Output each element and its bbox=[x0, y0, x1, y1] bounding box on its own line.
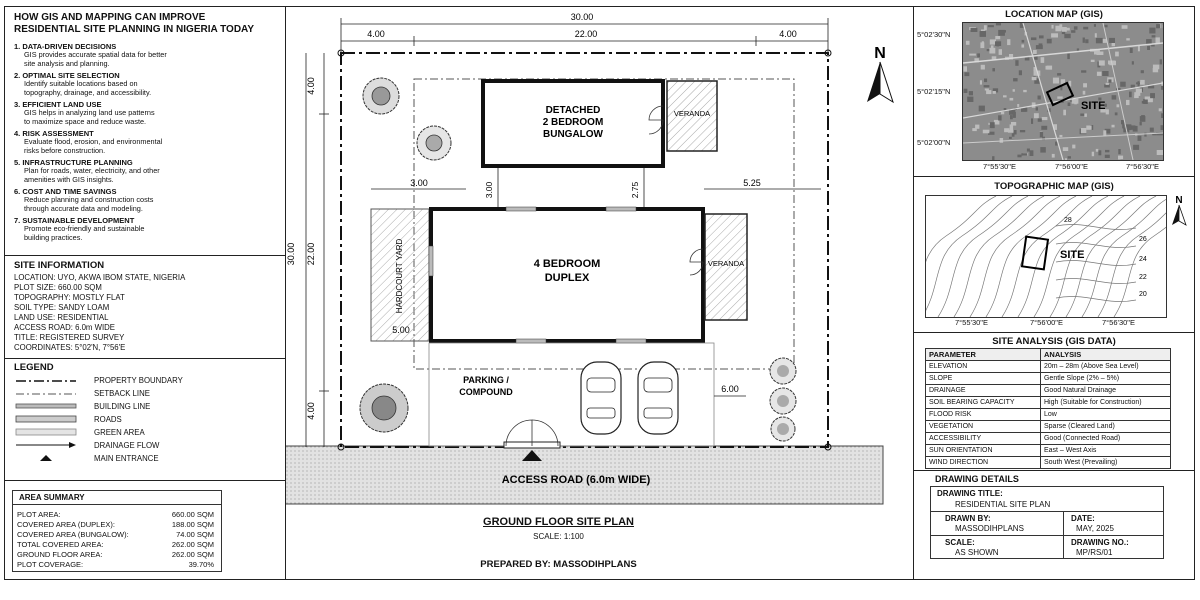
drawn-by-value: MASSODIHPLANS bbox=[955, 524, 1024, 533]
drawing-title-label: DRAWING TITLE: bbox=[937, 489, 1003, 498]
car-icon bbox=[638, 362, 678, 434]
plan-title: GROUND FLOOR SITE PLAN bbox=[483, 516, 634, 528]
window bbox=[516, 339, 546, 343]
divider-line bbox=[913, 470, 1195, 471]
contour-label: 28 bbox=[1064, 217, 1072, 224]
location-map-imagery bbox=[963, 23, 1163, 160]
site-info-line: LOCATION: UYO, AKWA IBOM STATE, NIGERIA bbox=[14, 273, 186, 282]
gis-benefit-text: topography, drainage, and accessibility. bbox=[24, 87, 152, 97]
drawing-details-box bbox=[930, 486, 1164, 559]
site-marker-label: SITE bbox=[1060, 249, 1085, 261]
date-value: MAY, 2025 bbox=[1076, 524, 1114, 533]
dim-gap-v2: 2.75 bbox=[630, 181, 640, 199]
location-map bbox=[962, 22, 1164, 161]
gis-benefit-text: site analysis and planning. bbox=[24, 58, 110, 68]
access-road-label: ACCESS ROAD (6.0m WIDE) bbox=[501, 474, 651, 486]
bungalow-label-3: BUNGALOW bbox=[543, 129, 603, 140]
area-label: COVERED AREA (DUPLEX): bbox=[17, 519, 115, 529]
gis-benefits-list bbox=[14, 42, 279, 245]
gis-benefit-item bbox=[14, 71, 279, 97]
legend-item-label: ROADS bbox=[94, 415, 122, 424]
drawing-no-value: MP/RS/01 bbox=[1076, 548, 1113, 557]
header-title bbox=[14, 12, 254, 36]
parameter-cell: DRAINAGE bbox=[926, 385, 1041, 397]
legend-item-label: GREEN AREA bbox=[94, 428, 145, 437]
green-area-symbol bbox=[16, 429, 76, 435]
area-value: 39.70% bbox=[188, 559, 214, 569]
divider-line bbox=[913, 176, 1195, 177]
lon-label: 7°55'30"E bbox=[955, 318, 988, 327]
gis-benefit-title: 4. RISK ASSESSMENT bbox=[14, 129, 94, 138]
site-info-line: COORDINATES: 5°02'N, 7°56'E bbox=[14, 343, 126, 352]
window bbox=[429, 246, 433, 276]
legend-title: LEGEND bbox=[14, 362, 54, 373]
lon-label: 7°56'00"E bbox=[1030, 318, 1063, 327]
gis-benefit-title: 1. DATA-DRIVEN DECISIONS bbox=[14, 42, 117, 51]
location-map-title: LOCATION MAP (GIS) bbox=[1005, 9, 1103, 20]
area-summary-row bbox=[13, 529, 218, 539]
parameter-cell: VEGETATION bbox=[926, 421, 1041, 433]
site-analysis-row bbox=[926, 433, 1171, 445]
parameter-cell: SUN ORIENTATION bbox=[926, 445, 1041, 457]
dim-gap-left: 3.00 bbox=[410, 178, 428, 188]
area-summary-row bbox=[13, 509, 218, 519]
hardcourt-yard-label: HARDCOURT YARD bbox=[395, 238, 404, 314]
gis-benefit-text: Plan for roads, water, electricity, and other bbox=[24, 166, 160, 175]
dim-top-mid: 22.00 bbox=[574, 29, 598, 39]
gis-benefit-text: GIS helps in analyzing land use patterns bbox=[24, 108, 155, 117]
tree-bottom-left bbox=[360, 384, 408, 432]
analysis-cell: Good Natural Drainage bbox=[1040, 385, 1170, 397]
gis-benefit-text: building practices. bbox=[24, 232, 83, 242]
window bbox=[606, 207, 636, 211]
area-value: 660.00 SQM bbox=[171, 509, 214, 519]
drainage-arrow-icon bbox=[69, 442, 76, 448]
dim-top-right: 4.00 bbox=[779, 29, 797, 39]
dim-top-left: 4.00 bbox=[367, 29, 385, 39]
divider-line bbox=[4, 480, 286, 481]
area-summary-table bbox=[13, 509, 218, 569]
legend-symbols bbox=[14, 375, 94, 475]
parameter-cell: ELEVATION bbox=[926, 361, 1041, 373]
area-label: PLOT AREA: bbox=[17, 509, 61, 519]
site-analysis-row bbox=[926, 457, 1171, 469]
site-analysis-row bbox=[926, 373, 1171, 385]
legend-item-label: PROPERTY BOUNDARY bbox=[94, 376, 183, 385]
column-header: ANALYSIS bbox=[1040, 349, 1170, 361]
gis-benefit-title: 7. SUSTAINABLE DEVELOPMENT bbox=[14, 216, 135, 225]
north-arrow-icon bbox=[1167, 193, 1191, 229]
parking-label-2: COMPOUND bbox=[459, 387, 513, 397]
parameter-cell: WIND DIRECTION bbox=[926, 457, 1041, 469]
site-plan-drawing bbox=[286, 6, 913, 516]
dim-gap-v1: 3.00 bbox=[484, 181, 494, 199]
contour-label: 24 bbox=[1139, 256, 1147, 263]
lon-label: 7°56'30"E bbox=[1126, 162, 1159, 171]
bungalow-label-1: DETACHED bbox=[545, 105, 601, 116]
gis-benefit-title: 6. COST AND TIME SAVINGS bbox=[14, 187, 117, 196]
analysis-cell: South West (Prevailing) bbox=[1040, 457, 1170, 469]
analysis-cell: Gentle Slope (2% – 5%) bbox=[1040, 373, 1170, 385]
site-info-line: SOIL TYPE: SANDY LOAM bbox=[14, 303, 110, 312]
dim-gap-right: 5.25 bbox=[743, 178, 761, 188]
parameter-cell: FLOOD RISK bbox=[926, 409, 1041, 421]
site-analysis-row bbox=[926, 421, 1171, 433]
duplex-veranda-label: VERANDA bbox=[707, 259, 745, 268]
building-line-symbol bbox=[16, 404, 76, 408]
site-analysis-row bbox=[926, 445, 1171, 457]
prepared-by: PREPARED BY: MASSODIHPLANS bbox=[480, 559, 637, 570]
site-analysis-header bbox=[926, 349, 1171, 361]
area-summary-row bbox=[13, 549, 218, 559]
area-value: 188.00 SQM bbox=[171, 519, 214, 529]
drawing-title-value: RESIDENTIAL SITE PLAN bbox=[955, 500, 1051, 509]
analysis-cell: Good (Connected Road) bbox=[1040, 433, 1170, 445]
parameter-cell: SOIL BEARING CAPACITY bbox=[926, 397, 1041, 409]
window bbox=[616, 339, 646, 343]
area-value: 74.00 SQM bbox=[176, 529, 214, 539]
dim-parking-right: 6.00 bbox=[721, 384, 739, 394]
tree-right-1 bbox=[770, 358, 796, 384]
tree-mid-left bbox=[417, 126, 451, 160]
lon-label: 7°56'00"E bbox=[1055, 162, 1088, 171]
analysis-cell: 20m – 28m (Above Sea Level) bbox=[1040, 361, 1170, 373]
window bbox=[506, 207, 536, 211]
duplex-label-1: 4 BEDROOM bbox=[533, 258, 601, 270]
duplex-label-2: DUPLEX bbox=[544, 272, 590, 284]
topo-contours bbox=[926, 196, 1166, 317]
lon-label: 7°55'30"E bbox=[983, 162, 1016, 171]
area-label: GROUND FLOOR AREA: bbox=[17, 549, 103, 559]
gis-benefit-text: Identify suitable locations based on bbox=[24, 79, 138, 88]
scale-label: SCALE: bbox=[945, 538, 975, 547]
dim-yard-width: 5.00 bbox=[392, 325, 410, 335]
dim-left-top: 4.00 bbox=[306, 77, 316, 95]
date-label: DATE: bbox=[1071, 514, 1095, 523]
site-info-line: ACCESS ROAD: 6.0m WIDE bbox=[14, 323, 115, 332]
bungalow-label-2: 2 BEDROOM bbox=[542, 117, 604, 128]
drawing-details-title: DRAWING DETAILS bbox=[935, 474, 1019, 484]
divider-line bbox=[913, 332, 1195, 333]
site-marker-label: SITE bbox=[1081, 100, 1106, 112]
header-title-line1: HOW GIS AND MAPPING CAN IMPROVE bbox=[14, 12, 206, 23]
area-summary-box bbox=[12, 490, 222, 572]
header-title-line2: RESIDENTIAL SITE PLANNING IN NIGERIA TODAY bbox=[14, 24, 255, 35]
gis-benefit-text: risks before construction. bbox=[24, 145, 106, 155]
analysis-cell: High (Suitable for Construction) bbox=[1040, 397, 1170, 409]
north-arrow-icon bbox=[867, 45, 893, 102]
scale-value: AS SHOWN bbox=[955, 548, 999, 557]
area-value: 262.00 SQM bbox=[171, 549, 214, 559]
site-info-title: SITE INFORMATION bbox=[14, 260, 105, 271]
gis-benefit-text: GIS provides accurate spatial data for better bbox=[24, 50, 167, 59]
analysis-cell: Sparse (Cleared Land) bbox=[1040, 421, 1170, 433]
bungalow-veranda-label: VERANDA bbox=[673, 109, 711, 118]
dim-left-inner: 22.00 bbox=[306, 242, 316, 266]
topo-map bbox=[925, 195, 1167, 318]
divider-line bbox=[4, 358, 286, 359]
tree-right-2 bbox=[770, 388, 796, 414]
gis-benefit-text: amenities with GIS insights. bbox=[24, 174, 114, 184]
site-info-line: LAND USE: RESIDENTIAL bbox=[14, 313, 109, 322]
legend-item-label: MAIN ENTRANCE bbox=[94, 454, 159, 463]
svg-text:N: N bbox=[874, 45, 886, 62]
gis-benefit-title: 3. EFFICIENT LAND USE bbox=[14, 100, 102, 109]
contour-label: 20 bbox=[1139, 291, 1147, 298]
site-analysis-row bbox=[926, 409, 1171, 421]
contour-label: 26 bbox=[1139, 236, 1147, 243]
site-analysis-row bbox=[926, 361, 1171, 373]
gis-benefit-title: 5. INFRASTRUCTURE PLANNING bbox=[14, 158, 133, 167]
legend-item-label: SETBACK LINE bbox=[94, 389, 150, 398]
lat-label: 5°02'15"N bbox=[917, 87, 951, 96]
main-entrance-icon bbox=[40, 455, 52, 461]
analysis-cell: Low bbox=[1040, 409, 1170, 421]
gis-benefit-item bbox=[14, 42, 279, 68]
gis-benefit-item bbox=[14, 187, 279, 213]
dim-top-total: 30.00 bbox=[570, 12, 594, 22]
svg-text:N: N bbox=[1175, 195, 1183, 206]
site-info-line: TITLE: REGISTERED SURVEY bbox=[14, 333, 125, 342]
gis-benefit-text: Reduce planning and construction costs bbox=[24, 195, 154, 204]
gis-benefit-item bbox=[14, 216, 279, 242]
area-summary-title: AREA SUMMARY bbox=[13, 491, 221, 505]
site-info-list bbox=[14, 273, 185, 353]
column-header: PARAMETER bbox=[926, 349, 1041, 361]
area-summary-row bbox=[13, 559, 218, 569]
gis-benefit-text: Evaluate flood, erosion, and environmental bbox=[24, 137, 163, 146]
lat-label: 5°02'30"N bbox=[917, 30, 951, 39]
contour-label: 22 bbox=[1139, 274, 1147, 281]
parameter-cell: SLOPE bbox=[926, 373, 1041, 385]
gis-benefit-item bbox=[14, 129, 279, 155]
site-analysis-title: SITE ANALYSIS (GIS DATA) bbox=[992, 336, 1116, 347]
tree-right-3 bbox=[771, 417, 795, 441]
gis-benefit-title: 2. OPTIMAL SITE SELECTION bbox=[14, 71, 120, 80]
gis-benefit-text: Promote eco-friendly and sustainable bbox=[24, 224, 145, 233]
tree-top-left bbox=[363, 78, 399, 114]
legend bbox=[14, 375, 274, 475]
lat-label: 5°02'00"N bbox=[917, 138, 951, 147]
site-analysis-row bbox=[926, 397, 1171, 409]
site-info-line: TOPOGRAPHY: MOSTLY FLAT bbox=[14, 293, 125, 302]
legend-item-label: DRAINAGE FLOW bbox=[94, 441, 160, 450]
gis-benefit-text: through accurate data and modeling. bbox=[24, 203, 143, 213]
site-info-line: PLOT SIZE: 660.00 SQM bbox=[14, 283, 102, 292]
area-label: COVERED AREA (BUNGALOW): bbox=[17, 529, 129, 539]
area-summary-row bbox=[13, 519, 218, 529]
parking-label-1: PARKING / bbox=[463, 375, 509, 385]
gis-benefit-item bbox=[14, 158, 279, 184]
legend-item-label: BUILDING LINE bbox=[94, 402, 151, 411]
plan-scale: SCALE: 1:100 bbox=[533, 532, 584, 541]
analysis-cell: East – West Axis bbox=[1040, 445, 1170, 457]
area-summary-row bbox=[13, 539, 218, 549]
divider-line bbox=[4, 255, 286, 256]
drawn-by-label: DRAWN BY: bbox=[945, 514, 991, 523]
gis-benefit-text: to maximize space and reduce waste. bbox=[24, 116, 147, 126]
gis-benefit-item bbox=[14, 100, 279, 126]
area-value: 262.00 SQM bbox=[171, 539, 214, 549]
parameter-cell: ACCESSIBILITY bbox=[926, 433, 1041, 445]
area-label: PLOT COVERAGE: bbox=[17, 559, 84, 569]
roads-symbol bbox=[16, 416, 76, 422]
car-icon bbox=[581, 362, 621, 434]
topo-map-title: TOPOGRAPHIC MAP (GIS) bbox=[994, 181, 1114, 192]
area-label: TOTAL COVERED AREA: bbox=[17, 539, 104, 549]
site-analysis-row bbox=[926, 385, 1171, 397]
dim-left-outer: 30.00 bbox=[286, 242, 296, 266]
drawing-no-label: DRAWING NO.: bbox=[1071, 538, 1129, 547]
lon-label: 7°56'30"E bbox=[1102, 318, 1135, 327]
site-analysis-table bbox=[925, 348, 1171, 469]
dim-left-bottom: 4.00 bbox=[306, 402, 316, 420]
